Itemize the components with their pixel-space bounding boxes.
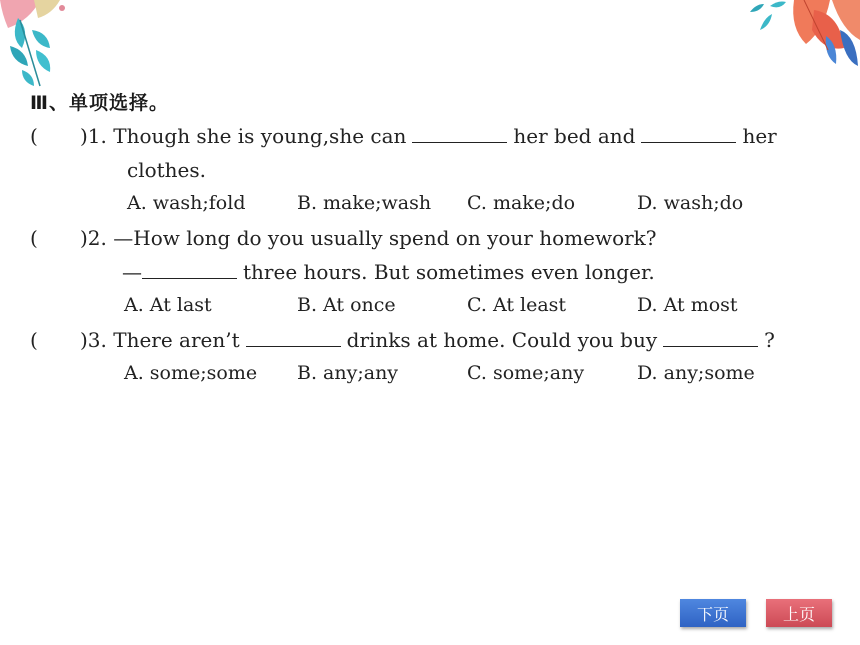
question-3-option-a: A. some;some	[124, 362, 258, 384]
question-2-number: )2.	[80, 226, 107, 250]
question-2-option-a: A. At last	[124, 294, 212, 316]
question-3-option-d: D. any;some	[637, 362, 755, 384]
question-1-text-a: Though she is young,she can	[113, 124, 407, 148]
question-1-text-b: her bed and	[513, 124, 636, 148]
question-2-option-c: C. At least	[467, 294, 567, 316]
question-2-option-d: D. At most	[637, 294, 738, 316]
question-1-option-d: D. wash;do	[637, 192, 744, 214]
question-1-blank-2	[641, 124, 736, 143]
question-3-option-b: B. any;any	[297, 362, 399, 384]
question-3-blank-2	[663, 328, 758, 347]
question-1-text-c: her	[742, 124, 777, 148]
previous-page-button[interactable]: 上页	[766, 599, 832, 627]
question-3-option-c: C. some;any	[467, 362, 585, 384]
answer-paren-open-1: (	[30, 124, 38, 148]
question-2-line-2	[122, 260, 655, 284]
next-page-button[interactable]: 下页	[680, 599, 746, 627]
floral-decoration-top-right	[720, 0, 860, 80]
question-2-option-b: B. At once	[297, 294, 396, 316]
question-1-number: )1.	[80, 124, 107, 148]
question-1-line-1	[80, 124, 777, 148]
question-3-text-a: There aren’t	[113, 328, 240, 352]
question-3-blank-1	[246, 328, 341, 347]
question-1-option-a: A. wash;fold	[127, 192, 246, 214]
question-2-blank	[142, 260, 237, 279]
question-2-text-a: —How long do you usually spend on your homework?	[113, 226, 657, 250]
question-3-text-b: drinks at home. Could you buy	[346, 328, 658, 352]
answer-paren-open-3: (	[30, 328, 38, 352]
question-2-line-1	[80, 226, 657, 250]
question-3-number: )3.	[80, 328, 107, 352]
question-1-text-d: clothes.	[127, 158, 207, 182]
question-2-text-b: —	[122, 260, 142, 284]
question-1-blank-1	[412, 124, 507, 143]
answer-paren-open-2: (	[30, 226, 38, 250]
question-2-text-c: three hours. But sometimes even longer.	[243, 260, 655, 284]
question-3-text-c: ?	[764, 328, 775, 352]
question-1-option-c: C. make;do	[467, 192, 576, 214]
question-3-line-1	[80, 328, 775, 352]
floral-decoration-top-left	[0, 0, 90, 90]
question-1-option-b: B. make;wash	[297, 192, 432, 214]
section-title: Ⅲ、单项选择。	[30, 92, 169, 114]
